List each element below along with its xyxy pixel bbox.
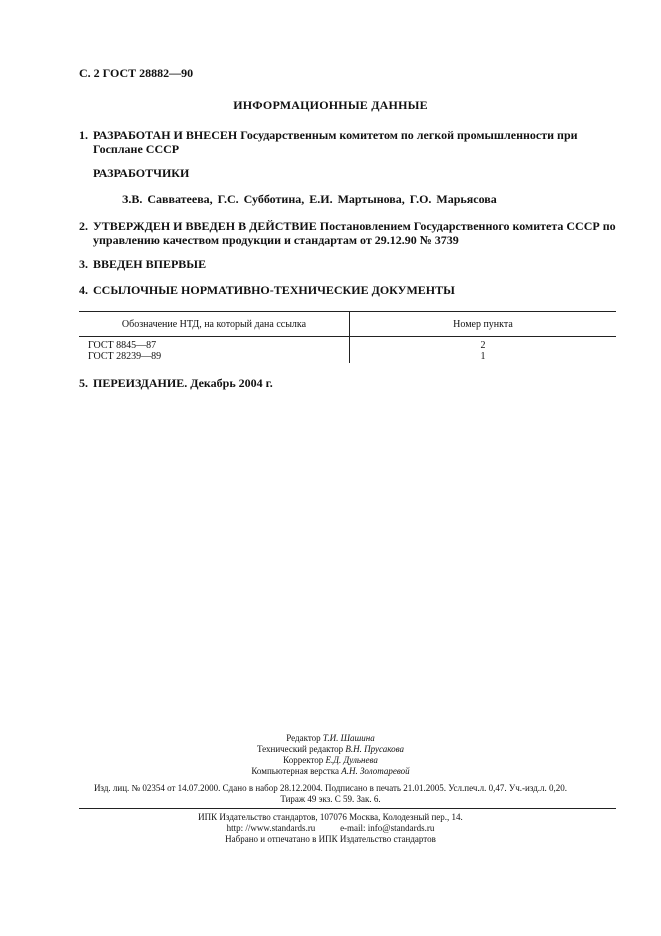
header-clause-number: Номер пункта [350, 312, 617, 337]
imprint-editor [0, 733, 661, 744]
tech-editor-label: Технический редактор [256, 744, 344, 754]
printed-line: Набрано и отпечатано в ИПК Издательство стандартов [225, 834, 436, 844]
table-header-row [79, 312, 616, 337]
developers-heading: РАЗРАБОТЧИКИ [93, 166, 190, 180]
email-link[interactable]: e-mail: info@standards.ru [340, 823, 435, 833]
layout-label: Компьютерная верстка [251, 766, 339, 776]
item-3 [79, 257, 619, 271]
tech-editor-name: В.Н. Прусакова [345, 744, 405, 754]
item-1-text: Государственным комитетом по легкой промышленности при Госплане СССР [93, 128, 578, 156]
print-line-2: Тираж 49 экз. С 59. Зак. 6. [280, 794, 381, 804]
print-line-1: Изд. лиц. № 02354 от 14.07.2000. Сдано в набор 28.12.2004. Подписано в печать 21.01.2005. Усл.печ.л. 0,47. Уч.-изд.л. 0,20. [93, 783, 568, 793]
header-ntd-designation: Обозначение НТД, на который дана ссылка [79, 312, 350, 337]
imprint-layout [0, 766, 661, 777]
item-3-bold: ВВЕДЕН ВПЕРВЫЕ [93, 257, 207, 271]
item-2 [79, 219, 619, 247]
website-link[interactable]: http: //www.standards.ru [226, 823, 316, 833]
table-row [79, 337, 616, 364]
doc-row-2: ГОСТ 28239—89 [88, 351, 162, 362]
page-header: С. 2 ГОСТ 28882—90 [79, 66, 194, 80]
publisher-line: ИПК Издательство стандартов, 107076 Москва, Колодезный пер., 14. [198, 812, 463, 822]
layout-name: А.Н. Золотаревой [341, 766, 410, 776]
ntd-table [79, 311, 616, 363]
imprint-corrector [0, 755, 661, 766]
item-2-number: 2. [79, 219, 88, 233]
doc-row-1: ГОСТ 8845—87 [88, 340, 157, 351]
item-1-number: 1. [79, 128, 88, 142]
cell-clause [350, 337, 617, 364]
cell-doc [79, 337, 350, 364]
imprint-divider [79, 808, 616, 809]
corrector-label: Корректор [283, 755, 324, 765]
imprint-tech-editor [0, 744, 661, 755]
item-2-bold: УТВЕРЖДЕН И ВВЕДЕН В ДЕЙСТВИЕ [93, 219, 317, 233]
editor-name: Т.И. Шашина [322, 733, 375, 743]
developers-list: З.В. Савватеева, Г.С. Субботина, Е.И. Мартынова, Г.О. Марьясова [122, 192, 497, 206]
item-5-number: 5. [79, 376, 88, 390]
item-4-bold: ССЫЛОЧНЫЕ НОРМАТИВНО-ТЕХНИЧЕСКИЕ ДОКУМЕНТЫ [93, 283, 455, 297]
clause-row-1: 2 [480, 340, 486, 351]
item-1 [79, 128, 619, 156]
clause-row-2: 1 [480, 351, 486, 362]
item-1-bold: РАЗРАБОТАН И ВНЕСЕН [93, 128, 238, 142]
item-5 [79, 376, 619, 390]
section-title: ИНФОРМАЦИОННЫЕ ДАННЫЕ [233, 98, 428, 112]
corrector-name: Е.Д. Дульнева [325, 755, 378, 765]
editor-label: Редактор [286, 733, 321, 743]
item-2-text: Постановлением Государственного комитета СССР по управлению качеством продукции и стандартам от 29.12.90 № 3739 [93, 219, 616, 247]
item-3-number: 3. [79, 257, 88, 271]
item-5-bold: ПЕРЕИЗДАНИЕ. Декабрь 2004 г. [93, 376, 273, 390]
item-4-number: 4. [79, 283, 88, 297]
item-4 [79, 283, 619, 297]
contacts-line [0, 823, 661, 834]
